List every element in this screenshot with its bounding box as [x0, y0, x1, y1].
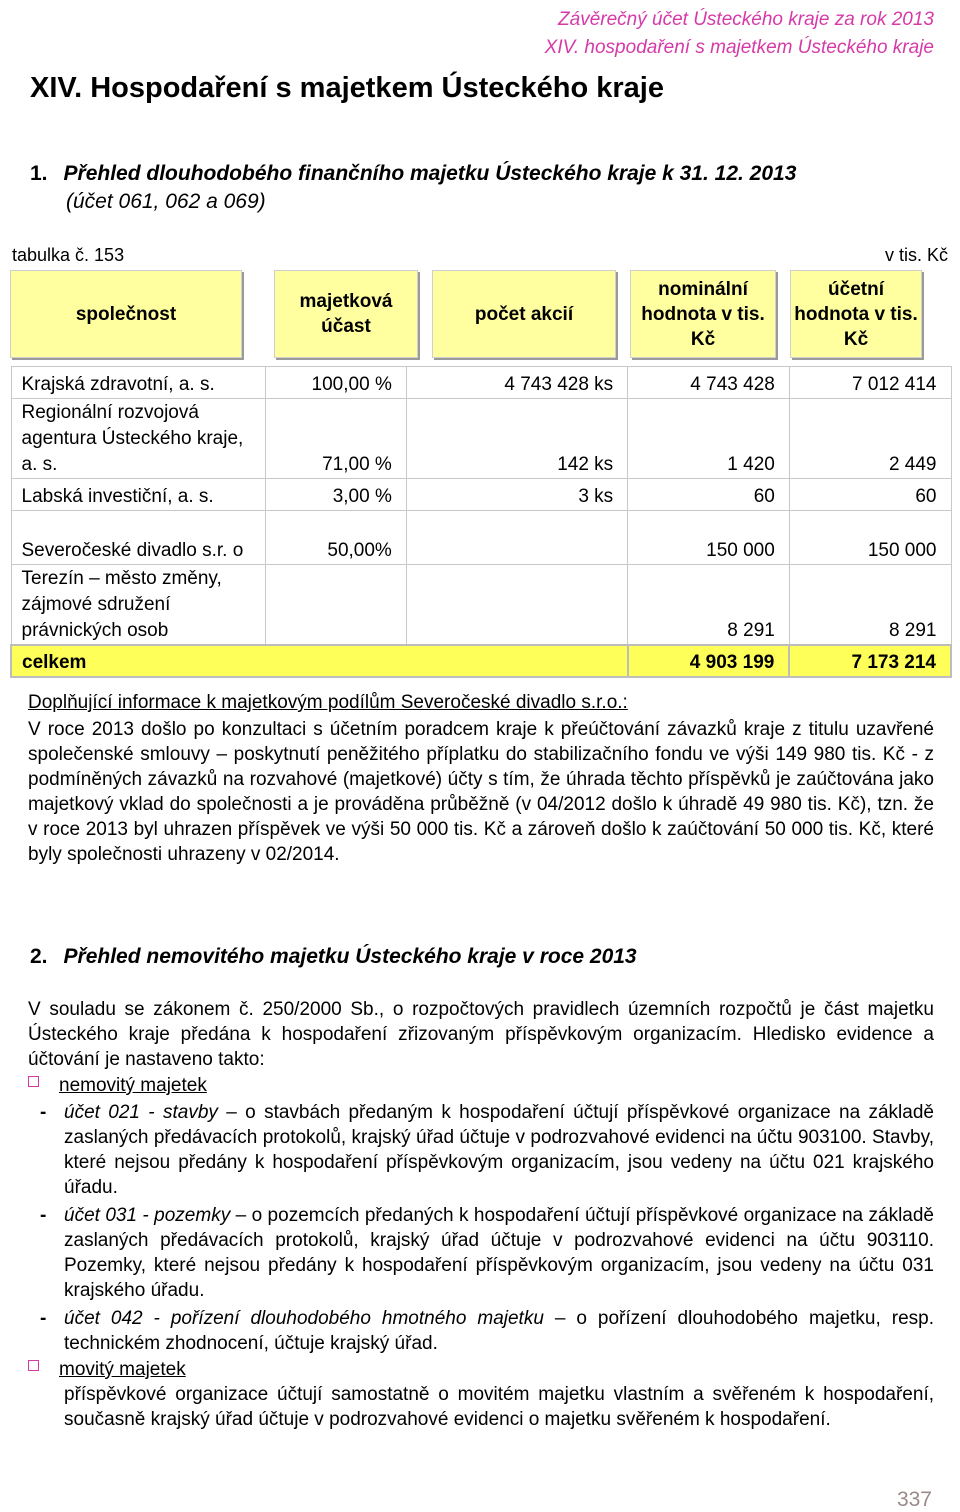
list-item-text: [64, 1306, 934, 1356]
cell-shares: 3 ks: [406, 479, 627, 511]
section-2-intro: V souladu se zákonem č. 250/2000 Sb., o rozpočtových pravidlech územních rozpočtů je část majetku Ústeckého kraje předána k hospodaření zřizovaným příspěvkovým organizacím. Hledisko evidence a účtování je nastaveno takto:: [28, 999, 934, 1070]
cell-company: Krajská zdravotní, a. s.: [11, 367, 265, 399]
table-row: [11, 479, 951, 511]
list-item: [40, 1306, 934, 1356]
bullet-immovable-label: nemovitý majetek: [59, 1075, 207, 1096]
table-row: [11, 399, 951, 479]
section-1-title: Přehled dlouhodobého finančního majetku Ústeckého kraje k 31. 12. 2013: [63, 162, 797, 185]
section-1-number: 1.: [30, 162, 48, 185]
running-header: [545, 6, 934, 62]
cell-nominal: 4 743 428: [628, 367, 790, 399]
financial-assets-table: [10, 366, 952, 678]
cell-book: 8 291: [789, 565, 951, 645]
list-item-body: – o pořízení dlouhodobého majetku, resp. technickém zhodnocení, účtuje krajský úřad.: [64, 1308, 934, 1354]
cell-shares: 4 743 428 ks: [406, 367, 627, 399]
cell-share: 100,00 %: [265, 367, 406, 399]
cell-company: Severočeské divadlo s.r. o: [11, 511, 265, 565]
dash-marker: -: [40, 1205, 47, 1226]
note-paragraph: V roce 2013 došlo po konzultaci s účetním poradcem kraje k přeúčtování závazků kraje z titulu uzavřené společenské smlouvy – poskytnutí peněžitého příplatku do stabilizačního fondu ve výši 149 980 tis. Kč - z podmíněných závazků na rozvahové (majetkové) účty s tím, že úhrada těchto příspěvků je zaúčtována jako majetkový vklad do společnosti a je prováděna průběžně (v 04/2012 došlo k úhradě 49 980 tis. Kč), tzn. že v roce 2013 byl uhrazen příspěvek ve výši 50 000 tis. Kč a zároveň došlo k zaúčtování 50 000 tis. Kč, které byly společnosti uhrazeny v 02/2014.: [28, 719, 934, 865]
cell-shares: 142 ks: [406, 399, 627, 479]
square-bullet-icon: [28, 1360, 39, 1371]
cell-share: [265, 565, 406, 645]
bullet-movable: [28, 1357, 186, 1382]
page-title: XIV. Hospodaření s majetkem Ústeckého kraje: [30, 72, 664, 104]
cell-share: 71,00 %: [265, 399, 406, 479]
header-shares: počet akcií: [432, 270, 616, 358]
section-1-subtitle: (účet 061, 062 a 069): [66, 190, 266, 213]
cell-nominal: 1 420: [628, 399, 790, 479]
table-row: [11, 565, 951, 645]
cell-share: 50,00%: [265, 511, 406, 565]
list-item-label: účet 021 - stavby: [64, 1102, 218, 1123]
list-item-text: [64, 1100, 934, 1200]
table-label: tabulka č. 153: [12, 245, 125, 265]
header-nominal: nominální hodnota v tis. Kč: [630, 270, 776, 358]
list-item-label: účet 031 - pozemky: [64, 1205, 231, 1226]
bullet-immovable: [28, 1073, 207, 1098]
header-line-1: Závěrečný účet Ústeckého kraje za rok 2013: [558, 9, 934, 30]
header-company: společnost: [10, 270, 242, 358]
cell-book: 2 449: [789, 399, 951, 479]
dash-marker: -: [40, 1102, 47, 1123]
cell-share: 3,00 %: [265, 479, 406, 511]
section-1-heading: [30, 160, 796, 188]
list-item: [40, 1203, 934, 1303]
section-2-heading: [30, 945, 637, 969]
note-title: Doplňující informace k majetkovým podílům Severočeské divadlo s.r.o.:: [28, 692, 628, 713]
square-bullet-icon: [28, 1076, 39, 1087]
table-total-row: [11, 645, 951, 677]
list-item: [40, 1100, 934, 1200]
cell-book: 60: [789, 479, 951, 511]
cell-book: 150 000: [789, 511, 951, 565]
cell-nominal: 150 000: [628, 511, 790, 565]
header-line-2: XIV. hospodaření s majetkem Ústeckého kraje: [544, 37, 934, 58]
total-book: 7 173 214: [789, 645, 951, 677]
list-item-text: [64, 1203, 934, 1303]
list-item-body: – o stavbách předaným k hospodaření účtují příspěvkové organizace na základě zaslaných předávacích protokolů, krajský úřad účtuje v podrozvahové evidenci na účtu 903100. Stavby, které nejsou předány k hospodaření příspěvkovým organizacím, jsou vedeny na účtu 021 krajského úřadu.: [64, 1102, 934, 1198]
cell-company: Labská investiční, a. s.: [11, 479, 265, 511]
table-row: [11, 511, 951, 565]
cell-company: Regionální rozvojová agentura Ústeckého kraje, a. s.: [11, 399, 265, 479]
total-label: celkem: [11, 645, 628, 677]
header-book: účetní hodnota v tis. Kč: [790, 270, 922, 358]
cell-nominal: 60: [628, 479, 790, 511]
cell-shares: [406, 565, 627, 645]
section-2-title: Přehled nemovitého majetku Ústeckého kraje v roce 2013: [63, 945, 637, 968]
cell-nominal: 8 291: [628, 565, 790, 645]
cell-company: Terezín – město změny, zájmové sdružení právnických osob: [11, 565, 265, 645]
total-nominal: 4 903 199: [628, 645, 790, 677]
header-share: majetková účast: [274, 270, 418, 358]
section-2-number: 2.: [30, 945, 48, 968]
list-item-body: – o pozemcích předaných k hospodaření účtují příspěvkové organizace na základě zaslaných předávacích protokolů, krajský úřad účtuje v podrozvahové evidenci na účtu 903110. Pozemky, které nejsou předány k hospodaření příspěvkovým organizacím, jsou vedeny na účtu 031 krajského úřadu.: [64, 1205, 934, 1301]
table-unit: v tis. Kč: [884, 245, 948, 265]
page-number: 337: [896, 1488, 932, 1511]
movable-paragraph: příspěvkové organizace účtují samostatně o movitém majetku vlastním a svěřeném k hospodaření, současně krajský úřad účtuje v podrozvahové evidenci o majetku svěřeném k hospodaření.: [64, 1384, 934, 1430]
bullet-movable-label: movitý majetek: [59, 1359, 186, 1380]
cell-book: 7 012 414: [789, 367, 951, 399]
list-item-label: účet 042 - pořízení dlouhodobého hmotného majetku: [64, 1308, 544, 1329]
table-row: [11, 367, 951, 399]
dash-marker: -: [40, 1308, 47, 1329]
cell-shares: [406, 511, 627, 565]
